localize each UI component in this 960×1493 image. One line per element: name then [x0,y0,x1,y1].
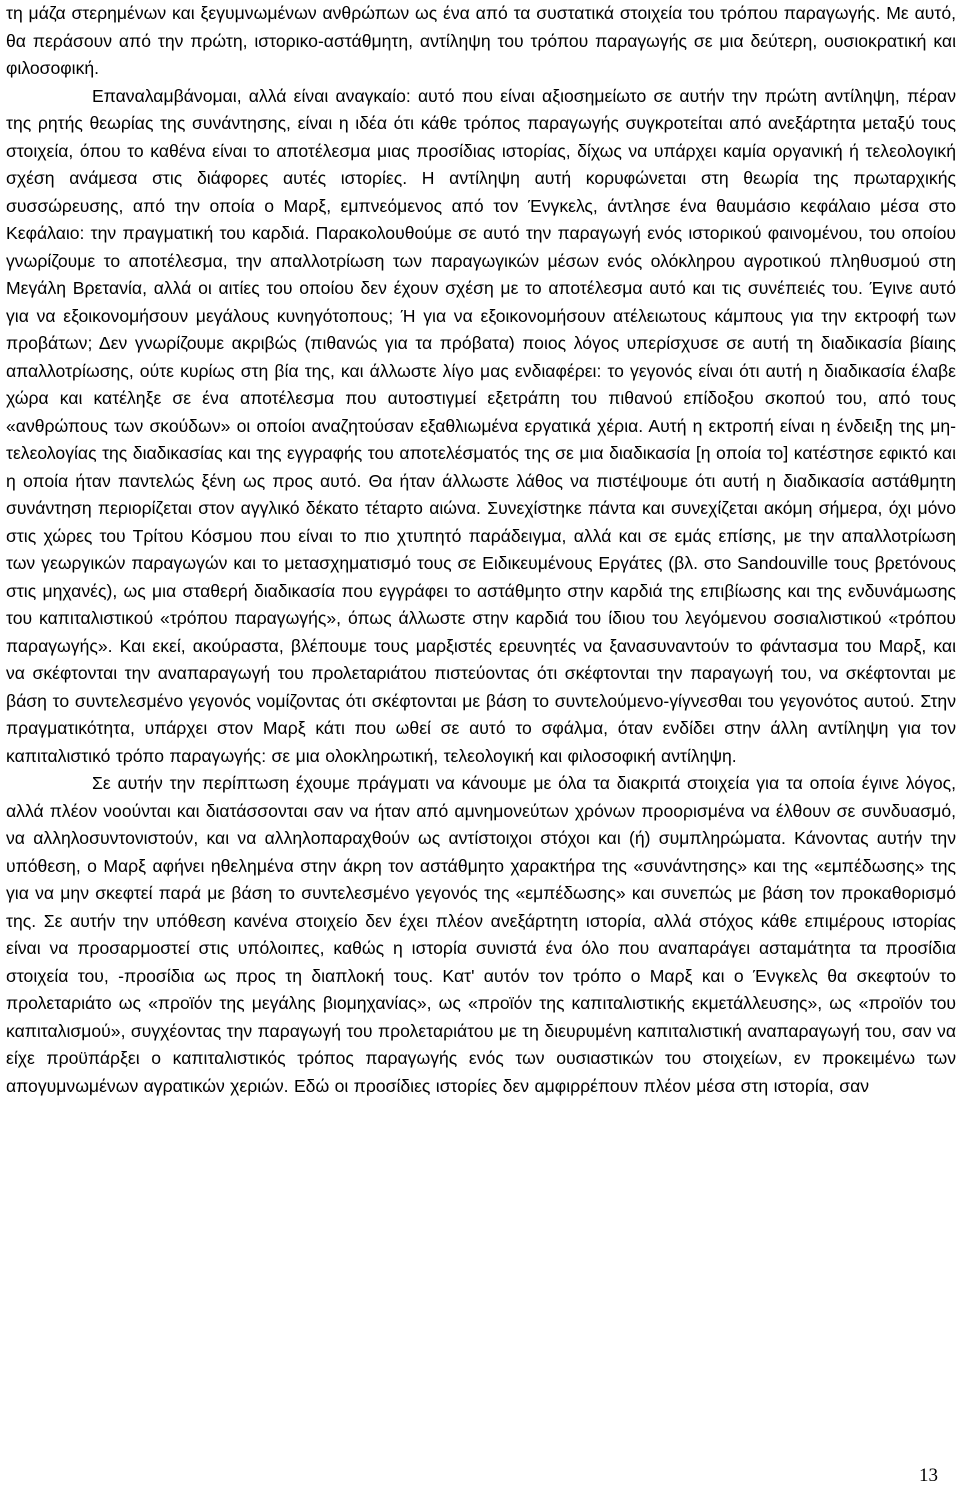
paragraph-first-conception: Επαναλαμβάνομαι, αλλά είναι αναγκαίο: αυτό που είναι αξιοσημείωτο σε αυτήν την πρώτη αντίληψη, πέραν της ρητής θεωρίας της συνάντησης, είναι η ιδέα ότι κάθε τρόπος παραγωγής συγκροτείται από ανεξάρτητα μεταξύ τους στοιχεία, όπου το καθένα είναι το αποτέλεσμα μιας προσίδιας ιστορίας, δίχως να υπάρχει καμία οργανική ή τελεολογική σχέση ανάμεσα στις διάφορες αυτές ιστορίες. Η αντίληψη αυτή κορυφώνεται στη θεωρία της πρωταρχικής συσσώρευσης, από την οποία ο Μαρξ, εμπνεόμενος από τον Ένγκελς, άντλησε ένα θαυμάσιο κεφάλαιο μέσα στο Κεφάλαιο: την πραγματική του καρδιά. Παρακολουθούμε σε αυτό την παραγωγή ενός ιστορικού φαινομένου, του οποίου γνωρίζουμε το αποτέλεσμα, την απαλλοτρίωση των παραγωγικών μέσων ενός ολόκληρου αγροτικού πληθυσμού στη Μεγάλη Βρετανία, αλλά οι αιτίες του οποίου δεν έχουν σχέση με το αποτέλεσμα αυτό και τις συνέπειές του. Έγινε αυτό για να εξοικονομήσουν μεγάλους κυνηγότοπους; Ή για να εξοικονομήσουν ατέλειωτους κάμπους για την εκτροφή των προβάτων; Δεν γνωρίζουμε ακριβώς (πιθανώς για τα πρόβατα) ποιος λόγος υπερίσχυσε σε αυτή τη διαδικασία βίαιης απαλλοτρίωσης, ούτε κυρίως στη βία της, και άλλωστε λίγο μας ενδιαφέρει: το γεγονός είναι ότι αυτή η διαδικασία έλαβε χώρα και κατέληξε σε ένα αποτέλεσμα που αυτοστιγμεί εξετράπη του πιθανού επίδοξου σκοπού του, από τους «ανθρώπους των σκούδων» οι οποίοι αναζητούσαν εξαθλιωμένα εργατικά χέρια. Αυτή η εκτροπή είναι η ένδειξη της μη-τελεολογίας της διαδικασίας και της εγγραφής του αποτελέσματός της σε μια διαδικασία [η οποία το] κατέστησε εφικτό και η οποία ήταν παντελώς ξένη ως προς αυτό. Θα ήταν άλλωστε λάθος να πιστέψουμε ότι αυτή η διαδικασία αστάθμητη συνάντηση περιορίζεται στον αγγλικό δέκατο τέταρτο αιώνα. Συνεχίστηκε πάντα και συνεχίζεται ακόμη σήμερα, όχι μόνο στις χώρες του Τρίτου Κόσμου που είναι το πιο χτυπητό παράδειγμα, αλλά και σε εμάς επίσης, με την απαλλοτρίωση των γεωργικών παραγωγών και το μετασχηματισμό τους σε Ειδικευμένους Εργάτες (βλ. στο Sandouville τους βρετόνους στις μηχανές), ως μια σταθερή διαδικασία που εγγράφει το αστάθμητο στην καρδιά της επιβίωσης και της ενδυνάμωσης του καπιταλιστικού «τρόπου παραγωγής», όπως άλλωστε στην καρδιά του ίδιου του λεγόμενου σοσιαλιστικού «τρόπου παραγωγής». Και εκεί, ακούραστα, βλέπουμε τους μαρξιστές ερευνητές να ξανασυναντούν το φάντασμα του Μαρξ, και να σκέφτονται την αναπαραγωγή του προλεταριάτου πιστεύοντας ότι σκέφτονται την παραγωγή του, να σκέφτονται με βάση το συντελεσμένο γεγονός νομίζοντας ότι σκέφτονται με βάση το συντελούμενο-γίγνεσθαι του γεγονότος αυτού. Στην πραγματικότητα, υπάρχει στον Μαρξ κάτι που ωθεί σε αυτό το σφάλμα, όταν ενδίδει στην άλλη αντίληψη για τον καπιταλιστικό τρόπο παραγωγής: σε μια ολοκληρωτική, τελεολογική και φιλοσοφική αντίληψη. [6,85,956,766]
page-number: 13 [919,1465,938,1486]
paragraph-continuation: τη μάζα στερημένων και ξεγυμνωμένων ανθρώπων ως ένα από τα συστατικά στοιχεία του τρόπου παραγωγής. Με αυτό, θα περάσουν από την πρώτη, ιστορικο-αστάθμητη, αντίληψη του τρόπου παραγωγής σε μια δεύτερη, ουσιοκρατική και φιλοσοφική. [6,3,956,78]
body-text [6,0,956,1100]
paragraph-this-case: Σε αυτήν την περίπτωση έχουμε πράγματι να κάνουμε με όλα τα διακριτά στοιχεία για τα οποία έγινε λόγος, αλλά πλέον νοούνται και διατάσσονται σαν να ήταν από αμνημονεύτων χρόνων προορισμένα να έλθουν σε συνδυασμό, να αλληλοσυντονιστούν, και να αλληλοπαραχθούν ως αντίστοιχοι στόχοι και (ή) συμπληρώματα. Κάνοντας αυτήν την υπόθεση, ο Μαρξ αφήνει ηθελημένα στην άκρη τον αστάθμητο χαρακτήρα της «συνάντησης» και της «εμπέδωσης» της για να μην σκεφτεί παρά με βάση το συντελεσμένο γεγονός της «εμπέδωσης» και συνεπώς με βάση τον προκαθορισμό της. Σε αυτήν την υπόθεση κανένα στοιχείο δεν έχει πλέον ανεξάρτητη ιστορία, αλλά στόχος κάθε επιμέρους ιστορίας είναι να προσαρμοστεί στις υπόλοιπες, καθώς η ιστορία συνιστά ένα όλο που αναπαράγει ασταμάτητα τα προσίδια στοιχεία του, -προσίδια ως προς τη διαπλοκή τους. Κατ' αυτόν τον τρόπο ο Μαρξ και ο Ένγκελς θα σκεφτούν το προλεταριάτο ως «προϊόν της μεγάλης βιομηχανίας», ως «προϊόν της καπιταλιστικής εκμετάλλευσης», ως «προϊόν του καπιταλισμού», συγχέοντας την παραγωγή του προλεταριάτου με τη διευρυμένη καπιταλιστική αναπαραγωγή του, σαν να είχε προϋπάρξει ο καπιταλιστικός τρόπος παραγωγής ενός των ουσιαστικών του στοιχείων, εν προκειμένω των απογυμνωμένων αγρατικών χεριών. Εδώ οι προσίδιες ιστορίες δεν αμφιρρέπουν πλέον μέσα στη ιστορία, σαν [6,773,956,1096]
